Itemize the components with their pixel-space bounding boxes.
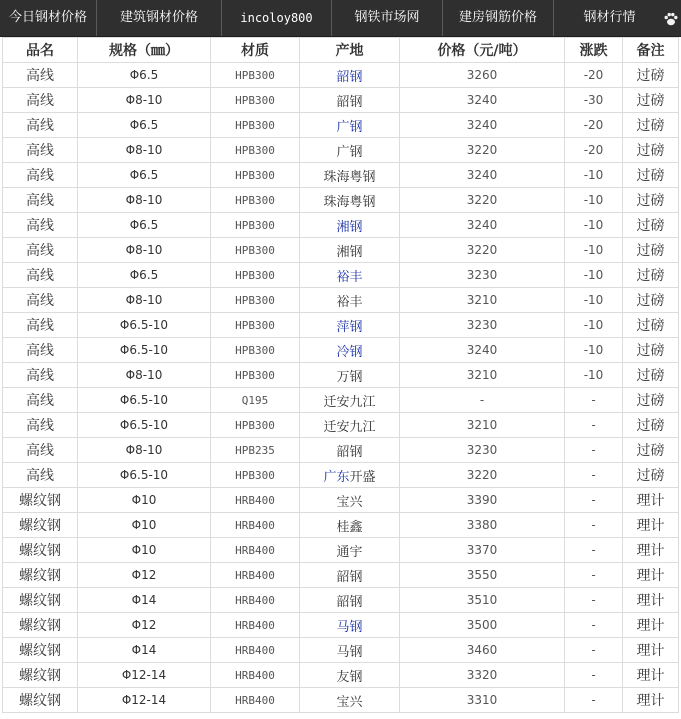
spec-cell: Φ8-10	[78, 88, 211, 113]
spec-cell: Φ6.5	[78, 213, 211, 238]
note-cell: 过磅	[623, 338, 679, 363]
origin-cell: 裕丰	[300, 288, 400, 313]
origin-cell: 桂鑫	[300, 513, 400, 538]
nav-tab-4[interactable]: 建房钢筋价格	[443, 0, 554, 36]
origin-cell: 湘钢	[300, 238, 400, 263]
price-cell: 3510	[400, 588, 565, 613]
price-cell: 3210	[400, 413, 565, 438]
price-cell: 3260	[400, 63, 565, 88]
table-row	[3, 688, 679, 713]
price-cell: -	[400, 388, 565, 413]
material-cell: HPB235	[211, 438, 300, 463]
price-cell: 3460	[400, 638, 565, 663]
spec-cell: Φ6.5	[78, 63, 211, 88]
product-name-cell: 高线	[3, 88, 78, 113]
table-row	[3, 563, 679, 588]
origin-cell: 友钢	[300, 663, 400, 688]
note-cell: 理计	[623, 563, 679, 588]
material-cell: HRB400	[211, 613, 300, 638]
origin-cell[interactable]	[300, 263, 400, 288]
material-cell: HRB400	[211, 638, 300, 663]
spec-cell: Φ8-10	[78, 288, 211, 313]
table-row	[3, 638, 679, 663]
material-cell: HPB300	[211, 63, 300, 88]
price-cell: 3220	[400, 463, 565, 488]
product-name-cell: 螺纹钢	[3, 488, 78, 513]
change-cell: -10	[565, 213, 623, 238]
origin-cell[interactable]	[300, 213, 400, 238]
spec-cell: Φ8-10	[78, 238, 211, 263]
top-nav	[0, 0, 681, 37]
note-cell: 过磅	[623, 263, 679, 288]
origin-cell: 宝兴	[300, 688, 400, 713]
spec-cell: Φ12-14	[78, 688, 211, 713]
col-material-header: 材质	[211, 38, 300, 63]
material-cell: HPB300	[211, 138, 300, 163]
price-cell: 3220	[400, 238, 565, 263]
product-name-cell: 高线	[3, 213, 78, 238]
material-cell: HPB300	[211, 188, 300, 213]
spec-cell: Φ6.5-10	[78, 338, 211, 363]
nav-tab-5[interactable]: 钢材行情	[583, 10, 636, 25]
product-name-cell: 高线	[3, 163, 78, 188]
table-row	[3, 513, 679, 538]
origin-link[interactable]: 湘钢	[336, 219, 363, 235]
origin-cell[interactable]	[300, 463, 400, 488]
product-name-cell: 高线	[3, 313, 78, 338]
change-cell: -10	[565, 163, 623, 188]
nav-tab-0[interactable]: 今日钢材价格	[0, 0, 97, 36]
table-row	[3, 388, 679, 413]
origin-cell[interactable]	[300, 63, 400, 88]
table-row	[3, 488, 679, 513]
price-cell: 3240	[400, 213, 565, 238]
origin-cell: 通宇	[300, 538, 400, 563]
origin-cell: 迁安九江	[300, 388, 400, 413]
material-cell: HPB300	[211, 88, 300, 113]
spec-cell: Φ6.5	[78, 113, 211, 138]
origin-link[interactable]: 裕丰	[336, 269, 363, 285]
change-cell: -10	[565, 288, 623, 313]
change-cell: -	[565, 638, 623, 663]
price-cell: 3240	[400, 338, 565, 363]
change-cell: -	[565, 688, 623, 713]
col-name-header: 品名	[3, 38, 78, 63]
note-cell: 过磅	[623, 363, 679, 388]
product-name-cell: 螺纹钢	[3, 513, 78, 538]
origin-cell[interactable]	[300, 338, 400, 363]
material-cell: HPB300	[211, 213, 300, 238]
material-cell: HRB400	[211, 538, 300, 563]
note-cell: 过磅	[623, 138, 679, 163]
origin-cell: 珠海粤钢	[300, 188, 400, 213]
material-cell: HRB400	[211, 588, 300, 613]
spec-cell: Φ6.5-10	[78, 463, 211, 488]
price-cell: 3390	[400, 488, 565, 513]
origin-cell: 韶钢	[300, 563, 400, 588]
product-name-cell: 螺纹钢	[3, 538, 78, 563]
table-row	[3, 538, 679, 563]
change-cell: -	[565, 538, 623, 563]
change-cell: -20	[565, 138, 623, 163]
price-cell: 3230	[400, 313, 565, 338]
table-row	[3, 313, 679, 338]
material-cell: HRB400	[211, 563, 300, 588]
change-cell: -	[565, 588, 623, 613]
change-cell: -	[565, 413, 623, 438]
material-cell: HRB400	[211, 688, 300, 713]
product-name-cell: 螺纹钢	[3, 588, 78, 613]
note-cell: 理计	[623, 513, 679, 538]
nav-tab-2[interactable]: incoloy800	[222, 0, 332, 36]
material-cell: HRB400	[211, 513, 300, 538]
material-cell: HPB300	[211, 338, 300, 363]
nav-tab-3[interactable]: 钢铁市场网	[332, 0, 443, 36]
price-cell: 3220	[400, 188, 565, 213]
note-cell: 过磅	[623, 163, 679, 188]
paw-icon[interactable]	[663, 11, 679, 27]
note-cell: 过磅	[623, 288, 679, 313]
change-cell: -	[565, 463, 623, 488]
nav-tab-1[interactable]: 建筑钢材价格	[97, 0, 222, 36]
product-name-cell: 高线	[3, 263, 78, 288]
table-row	[3, 63, 679, 88]
origin-cell[interactable]	[300, 313, 400, 338]
product-name-cell: 高线	[3, 463, 78, 488]
material-cell: HPB300	[211, 113, 300, 138]
spec-cell: Φ14	[78, 588, 211, 613]
table-row	[3, 338, 679, 363]
note-cell: 过磅	[623, 63, 679, 88]
note-cell: 理计	[623, 613, 679, 638]
origin-cell[interactable]	[300, 613, 400, 638]
table-row	[3, 463, 679, 488]
change-cell: -20	[565, 63, 623, 88]
note-cell: 理计	[623, 663, 679, 688]
product-name-cell: 高线	[3, 363, 78, 388]
product-name-cell: 螺纹钢	[3, 563, 78, 588]
price-cell: 3500	[400, 613, 565, 638]
change-cell: -10	[565, 338, 623, 363]
change-cell: -	[565, 388, 623, 413]
origin-rest: 开盛	[349, 469, 376, 485]
change-cell: -	[565, 513, 623, 538]
price-cell: 3220	[400, 138, 565, 163]
material-cell: HRB400	[211, 488, 300, 513]
price-cell: 3320	[400, 663, 565, 688]
spec-cell: Φ6.5	[78, 163, 211, 188]
material-cell: HPB300	[211, 363, 300, 388]
spec-cell: Φ6.5-10	[78, 413, 211, 438]
col-note-header: 备注	[623, 38, 679, 63]
spec-cell: Φ8-10	[78, 138, 211, 163]
price-cell: 3310	[400, 688, 565, 713]
table-row	[3, 438, 679, 463]
note-cell: 理计	[623, 588, 679, 613]
table-row	[3, 288, 679, 313]
change-cell: -30	[565, 88, 623, 113]
change-cell: -10	[565, 263, 623, 288]
table-row	[3, 213, 679, 238]
product-name-cell: 螺纹钢	[3, 663, 78, 688]
table-body	[3, 63, 679, 713]
change-cell: -10	[565, 238, 623, 263]
price-cell: 3230	[400, 438, 565, 463]
table-row	[3, 113, 679, 138]
change-cell: -20	[565, 113, 623, 138]
col-price-header: 价格（元/吨）	[400, 38, 565, 63]
price-cell: 3380	[400, 513, 565, 538]
product-name-cell: 螺纹钢	[3, 688, 78, 713]
spec-cell: Φ14	[78, 638, 211, 663]
spec-cell: Φ6.5-10	[78, 313, 211, 338]
material-cell: HPB300	[211, 313, 300, 338]
origin-link[interactable]: 冷钢	[336, 344, 363, 360]
material-cell: HRB400	[211, 663, 300, 688]
material-cell: HPB300	[211, 163, 300, 188]
origin-cell: 珠海粤钢	[300, 163, 400, 188]
table-row	[3, 663, 679, 688]
note-cell: 过磅	[623, 313, 679, 338]
price-cell: 3550	[400, 563, 565, 588]
note-cell: 过磅	[623, 188, 679, 213]
col-origin-header: 产地	[300, 38, 400, 63]
table-row	[3, 238, 679, 263]
material-cell: HPB300	[211, 413, 300, 438]
price-cell: 3210	[400, 288, 565, 313]
material-cell: HPB300	[211, 463, 300, 488]
material-cell: Q195	[211, 388, 300, 413]
table-row	[3, 363, 679, 388]
origin-link[interactable]: 萍钢	[336, 319, 363, 335]
note-cell: 过磅	[623, 463, 679, 488]
product-name-cell: 高线	[3, 288, 78, 313]
note-cell: 过磅	[623, 238, 679, 263]
origin-link[interactable]: 广东	[323, 469, 350, 485]
origin-cell: 万钢	[300, 363, 400, 388]
note-cell: 理计	[623, 688, 679, 713]
origin-cell: 迁安九江	[300, 413, 400, 438]
table-row	[3, 163, 679, 188]
origin-link[interactable]: 广钢	[336, 119, 363, 135]
origin-cell: 韶钢	[300, 588, 400, 613]
spec-cell: Φ12	[78, 563, 211, 588]
product-name-cell: 高线	[3, 63, 78, 88]
origin-cell: 韶钢	[300, 88, 400, 113]
spec-cell: Φ12	[78, 613, 211, 638]
origin-link[interactable]: 马钢	[336, 619, 363, 635]
origin-link[interactable]: 韶钢	[336, 69, 363, 85]
table-header-row	[3, 38, 679, 63]
price-cell: 3240	[400, 113, 565, 138]
change-cell: -	[565, 438, 623, 463]
product-name-cell: 高线	[3, 413, 78, 438]
change-cell: -	[565, 563, 623, 588]
product-name-cell: 螺纹钢	[3, 613, 78, 638]
table-row	[3, 138, 679, 163]
spec-cell: Φ10	[78, 513, 211, 538]
price-cell: 3240	[400, 88, 565, 113]
table-row	[3, 263, 679, 288]
col-change-header: 涨跌	[565, 38, 623, 63]
product-name-cell: 高线	[3, 138, 78, 163]
material-cell: HPB300	[211, 238, 300, 263]
note-cell: 理计	[623, 488, 679, 513]
product-name-cell: 高线	[3, 238, 78, 263]
spec-cell: Φ8-10	[78, 188, 211, 213]
table-row	[3, 88, 679, 113]
price-table	[2, 37, 679, 713]
price-cell: 3240	[400, 163, 565, 188]
spec-cell: Φ6.5-10	[78, 388, 211, 413]
product-name-cell: 高线	[3, 438, 78, 463]
note-cell: 过磅	[623, 413, 679, 438]
product-name-cell: 高线	[3, 113, 78, 138]
table-row	[3, 413, 679, 438]
origin-cell: 宝兴	[300, 488, 400, 513]
note-cell: 过磅	[623, 88, 679, 113]
origin-cell: 韶钢	[300, 438, 400, 463]
product-name-cell: 高线	[3, 388, 78, 413]
origin-cell[interactable]	[300, 113, 400, 138]
price-cell: 3370	[400, 538, 565, 563]
origin-cell: 广钢	[300, 138, 400, 163]
table-row	[3, 588, 679, 613]
change-cell: -	[565, 488, 623, 513]
change-cell: -	[565, 663, 623, 688]
origin-cell: 马钢	[300, 638, 400, 663]
note-cell: 过磅	[623, 113, 679, 138]
table-row	[3, 613, 679, 638]
spec-cell: Φ8-10	[78, 363, 211, 388]
col-spec-header: 规格（㎜）	[78, 38, 211, 63]
table-row	[3, 188, 679, 213]
spec-cell: Φ10	[78, 538, 211, 563]
note-cell: 过磅	[623, 388, 679, 413]
product-name-cell: 螺纹钢	[3, 638, 78, 663]
note-cell: 过磅	[623, 213, 679, 238]
material-cell: HPB300	[211, 288, 300, 313]
change-cell: -	[565, 613, 623, 638]
spec-cell: Φ6.5	[78, 263, 211, 288]
note-cell: 过磅	[623, 438, 679, 463]
product-name-cell: 高线	[3, 188, 78, 213]
spec-cell: Φ8-10	[78, 438, 211, 463]
product-name-cell: 高线	[3, 338, 78, 363]
change-cell: -10	[565, 363, 623, 388]
note-cell: 理计	[623, 638, 679, 663]
material-cell: HPB300	[211, 263, 300, 288]
spec-cell: Φ12-14	[78, 663, 211, 688]
price-cell: 3230	[400, 263, 565, 288]
change-cell: -10	[565, 313, 623, 338]
note-cell: 理计	[623, 538, 679, 563]
change-cell: -10	[565, 188, 623, 213]
spec-cell: Φ10	[78, 488, 211, 513]
price-cell: 3210	[400, 363, 565, 388]
